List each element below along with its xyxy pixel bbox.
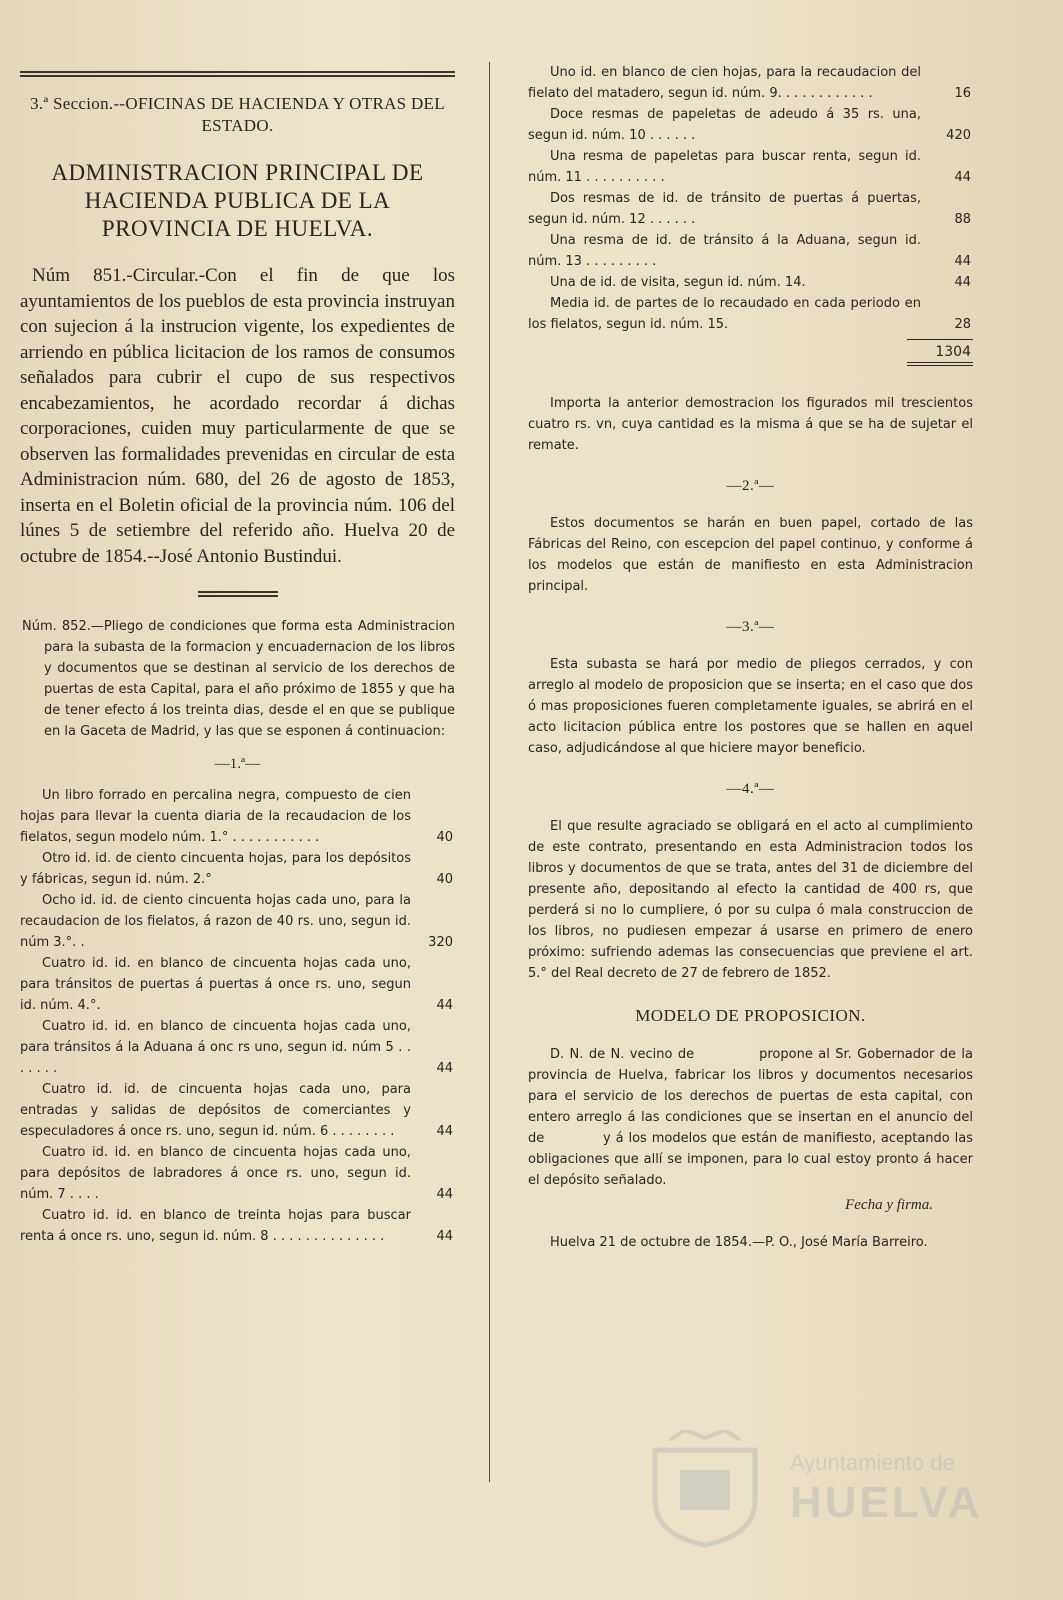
total-rule — [907, 339, 973, 340]
condition-4: El que resulte agraciado se obligará en el acto al cumplimiento de este contrato, presentando en esta Administracion todos los libros y documentos de que se trata, antes del 31 de diciembre del presente año, depositando al efecto la cantidad de 400 rs, que perderá si no lo cumpliere, ó por su culpa ó mala construccion de los libros, no pudiesen empezar á usarse en primero de enero próximo: sufriendo ademas las consecuencias que previene el art. 5.° del Real decreto de 27 de febrero de 1852. — [528, 819, 973, 981]
item-value: 44 — [954, 170, 971, 185]
list-item: Uno id. en blanco de cien hojas, para la recaudacion del fielato del matadero, segun id. núm. 9. . . . . . . . . . . . 16 — [528, 62, 973, 104]
pliego-852: Núm. 852.—Pliego de condiciones que forma esta Administracion para la subasta de la formacion y encuadernacion de los libros y documentos que se destinan al servicio de los derechos de puertas de esta Capital, para el año próximo de 1855 y que ha de tener efecto á los treinta dias, desde el en que se publique en la Gaceta de Madrid, y las que se esponen á continuacion: — [22, 619, 455, 739]
column-divider — [489, 62, 490, 1482]
total-value: 1304 — [935, 344, 971, 360]
list-item: Una resma de papeletas para buscar renta, segun id. núm. 11 . . . . . . . . . . 44 — [528, 146, 973, 188]
condition-2: Estos documentos se harán en buen papel, cortado de las Fábricas del Reino, con escepcion del papel continuo, y conforme á los modelos que están de manifiesto en esta Administracion principal. — [528, 516, 973, 594]
list-item: Media id. de partes de lo recaudado en cada periodo en los fielatos, segun id. núm. 15. 28 — [528, 293, 973, 335]
watermark-line-2: HUELVA — [790, 1478, 983, 1527]
list-item: Otro id. id. de ciento cincuenta hojas, para los depósitos y fábricas, segun id. núm. 2.° 40 — [20, 848, 455, 890]
modelo-text: D. N. de N. vecino de propone al Sr. Gobernador de la provincia de Huelva, fabricar los libros y documentos necesarios para el servicio de los derechos de puertas de esta capital, con entero arreglo á las condiciones que se insertan en el anuncio del de y á los modelos que están de manifiesto, aceptando las obligaciones que allí se imponen, para lo cual estoy pronto á hacer el depósito señalado. — [528, 1047, 1023, 1188]
right-column — [528, 62, 1023, 1253]
list-item: Cuatro id. id. en blanco de cincuenta hojas cada uno, para tránsitos de puertas á puertas á once rs. uno, segun id. núm. 4.°. 44 — [20, 953, 455, 1016]
item-list-right — [528, 62, 973, 335]
item-value: 420 — [946, 128, 971, 143]
item-value: 44 — [954, 275, 971, 290]
item-value: 88 — [954, 212, 971, 227]
circular-851: Núm 851.-Circular.-Con el fin de que los ayuntamientos de los pueblos de esta provincia instruyan con sujecion á la instrucion vigente, los expedientes de arriendo en pública licitacion de los ramos de consumos señalados para cubrir el cupo de sus respectivos encabezamientos, he acordado recordar á dichas corporaciones, cuiden muy particularmente de que se observen las formalidades prevenidas en circular de esta Administracion núm. 680, del 26 de agosto de 1853, inserta en el Boletin oficial de la provincia núm. 106 del lúnes 5 de setiembre del referido año. Huelva 20 de octubre de 1854.--José Antonio Bustindui. — [20, 265, 455, 567]
item-value: 44 — [436, 998, 453, 1013]
list-item: Cuatro id. id. en blanco de cincuenta hojas cada uno, para depósitos de labradores á once rs. uno, segun id. núm. 7 . . . . 44 — [20, 1142, 455, 1205]
condition-3: Esta subasta se hará por medio de pliegos cerrados, y con arreglo al modelo de proposicion que se inserta; en el caso que dos ó mas proposiciones fueren completamente iguales, se abrirá en el acto licitacion pública entre los postores que se hallen en aquel caso, adjudicándose al que hiciere mayor beneficio. — [528, 657, 973, 756]
separator — [198, 591, 278, 598]
list-item: Cuatro id. id. en blanco de treinta hojas para buscar renta á once rs. uno, segun id. núm. 8 . . . . . . . . . . . . . . 44 — [20, 1205, 455, 1247]
watermark-logo — [640, 1430, 983, 1550]
list-item: Dos resmas de id. de tránsito de puertas á puertas, segun id. núm. 12 . . . . . . 88 — [528, 188, 973, 230]
item-value: 44 — [954, 254, 971, 269]
administration-title: ADMINISTRACION PRINCIPAL DE HACIENDA PUBLICA DE LA PROVINCIA DE HUELVA. — [51, 160, 424, 241]
total-double-rule — [907, 362, 973, 367]
fecha-firma: Fecha y firma. — [845, 1197, 933, 1213]
section-number-2: —2.ª— — [726, 478, 775, 494]
item-value: 44 — [436, 1124, 453, 1139]
list-item: Cuatro id. id. en blanco de cincuenta hojas cada uno, para tránsitos á la Aduana á onc rs uno, segun id. núm 5 . . . . . . . 44 — [20, 1016, 455, 1079]
list-item: Ocho id. id. de ciento cincuenta hojas cada uno, para la recaudacion de los fielatos, á razon de 40 rs. uno, segun id. núm 3.°. . 320 — [20, 890, 455, 953]
left-column — [20, 62, 455, 1247]
section-number-1: —1.ª— — [214, 756, 261, 772]
list-item: Una de id. de visita, segun id. núm. 14. 44 — [528, 272, 973, 293]
section-number-4: —4.ª— — [726, 781, 775, 797]
section-number-3: —3.ª— — [726, 619, 775, 635]
importa-paragraph: Importa la anterior demostracion los figurados mil trescientos cuatro rs. vn, cuya cantidad es la misma á que se ha de sujetar el remate. — [528, 396, 973, 453]
item-value: 320 — [428, 935, 453, 950]
list-item: Doce resmas de papeletas de adeudo á 35 rs. una, segun id. núm. 10 . . . . . . 420 — [528, 104, 973, 146]
item-value: 44 — [436, 1061, 453, 1076]
item-value: 40 — [436, 872, 453, 887]
signoff-line: Huelva 21 de octubre de 1854.—P. O., José María Barreiro. — [550, 1235, 928, 1250]
item-value: 28 — [954, 317, 971, 332]
list-item: Un libro forrado en percalina negra, compuesto de cien hojas para llevar la cuenta diaria de la recaudacion de los fielatos, segun modelo núm. 1.° . . . . . . . . . . . 40 — [20, 785, 455, 848]
watermark-line-1: Ayuntamiento de — [790, 1450, 955, 1475]
item-value: 40 — [436, 830, 453, 845]
item-value: 44 — [436, 1187, 453, 1202]
item-value: 44 — [436, 1229, 453, 1244]
modelo-heading: MODELO DE PROPOSICION. — [635, 1006, 866, 1025]
item-list-left — [20, 785, 455, 1247]
coat-of-arms-icon — [640, 1430, 770, 1550]
section-heading: 3.ª Seccion.--OFICINAS DE HACIENDA Y OTRAS DEL ESTADO. — [30, 94, 445, 135]
list-item: Una resma de id. de tránsito á la Aduana, segun id. núm. 13 . . . . . . . . . 44 — [528, 230, 973, 272]
item-value: 16 — [954, 86, 971, 101]
top-rule — [20, 70, 455, 79]
list-item: Cuatro id. id. de cincuenta hojas cada uno, para entradas y salidas de depósitos de comerciantes y especuladores á once rs. uno, segun id. núm. 6 . . . . . . . . 44 — [20, 1079, 455, 1142]
